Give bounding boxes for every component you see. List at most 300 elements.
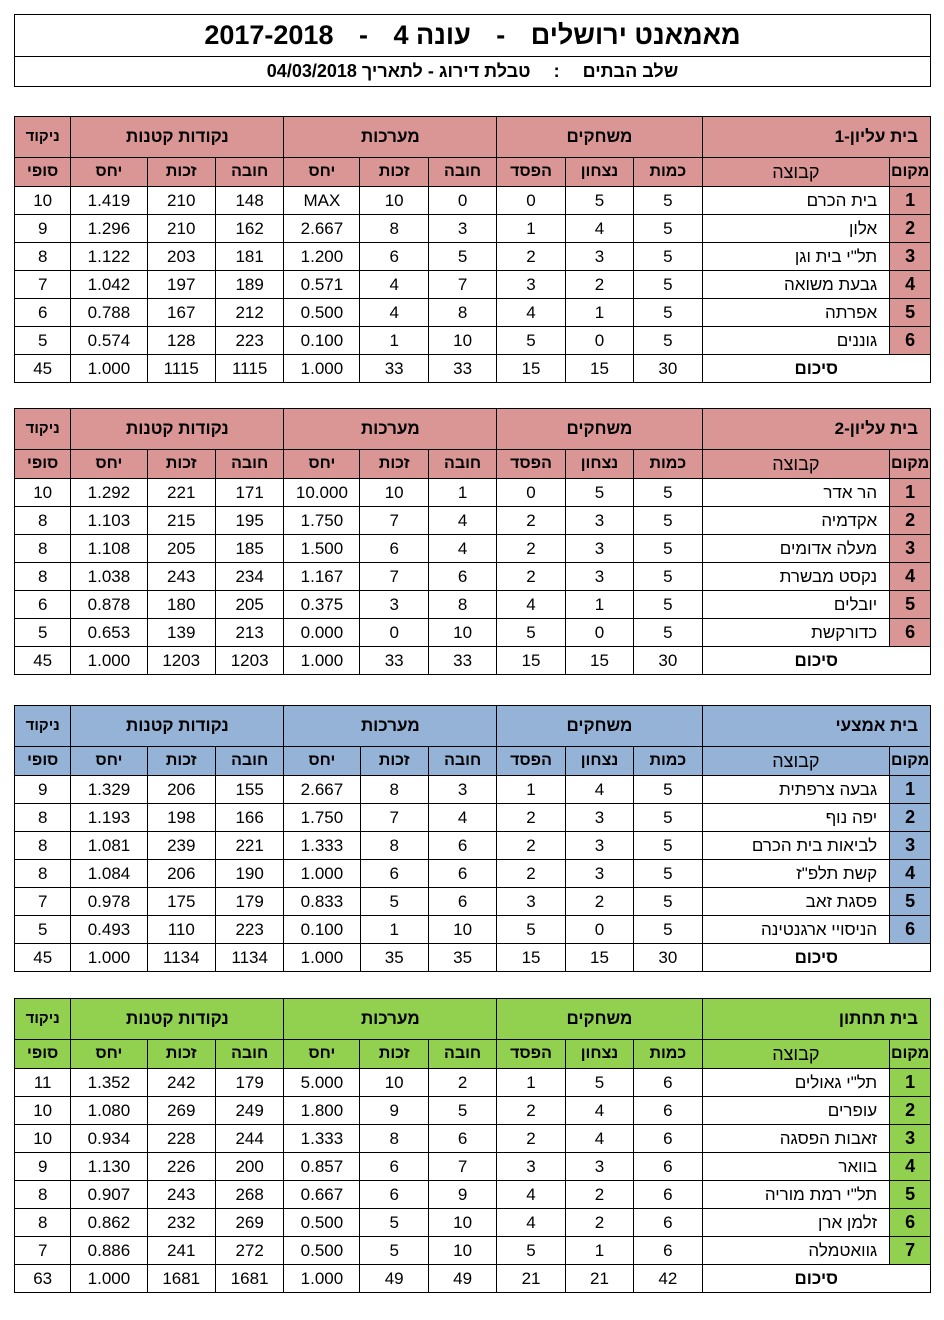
points-for-header: זכות [147, 450, 215, 479]
sets-against-cell: 3 [428, 215, 496, 243]
played-cell: 6 [634, 1125, 702, 1153]
played-cell: 6 [634, 1097, 702, 1125]
sum-lost-cell: 15 [497, 647, 565, 675]
table-row [15, 1069, 931, 1097]
points-for-cell: 197 [147, 271, 215, 299]
sets-against-cell: 5 [428, 243, 496, 271]
won-cell: 3 [565, 507, 633, 535]
points-ratio-cell: 0.493 [71, 916, 147, 944]
sum-score-cell: 45 [15, 355, 71, 383]
score-cell: 8 [15, 1209, 71, 1237]
sets-ratio-cell: 1.750 [284, 507, 360, 535]
team-cell: גוואטמלה [702, 1237, 890, 1265]
sets-ratio-cell: 1.167 [284, 563, 360, 591]
sum-points-ratio-cell: 1.000 [71, 355, 147, 383]
won-cell: 5 [565, 1069, 633, 1097]
score-header-bottom: סופי [15, 1040, 71, 1069]
sets-against-cell: 7 [428, 271, 496, 299]
group-table [14, 408, 931, 675]
sets-for-cell: 10 [360, 187, 428, 215]
sets-ratio-cell: 0.857 [284, 1153, 360, 1181]
team-cell: זאבות הפסגה [702, 1125, 890, 1153]
played-cell: 6 [634, 1153, 702, 1181]
points-against-cell: 190 [215, 860, 283, 888]
points-against-cell: 179 [215, 888, 283, 916]
played-cell: 5 [634, 804, 702, 832]
lost-cell: 2 [497, 243, 565, 271]
points-for-header: זכות [147, 1040, 215, 1069]
points-ratio-cell: 1.130 [71, 1153, 147, 1181]
table-row [15, 860, 931, 888]
points-against-cell: 269 [215, 1209, 283, 1237]
rank-cell: 3 [890, 832, 931, 860]
team-cell: כדורקשת [702, 619, 890, 647]
sets-ratio-cell: 5.000 [284, 1069, 360, 1097]
sets-ratio-cell: 0.500 [284, 1237, 360, 1265]
sets-against-cell: 10 [428, 327, 496, 355]
title-name: מאמאנט ירושלים [530, 20, 741, 50]
table-row [15, 535, 931, 563]
points-against-cell: 189 [215, 271, 283, 299]
won-header: נצחון [565, 450, 633, 479]
points-against-cell: 195 [215, 507, 283, 535]
points-for-cell: 206 [147, 860, 215, 888]
points-ratio-cell: 1.193 [71, 804, 147, 832]
sum-played-cell: 42 [634, 1265, 702, 1293]
sum-points-ratio-cell: 1.000 [71, 647, 147, 675]
table-row [15, 832, 931, 860]
team-cell: אקדמיה [702, 507, 890, 535]
rank-cell: 4 [890, 860, 931, 888]
won-cell: 4 [565, 776, 633, 804]
rank-cell: 2 [890, 507, 931, 535]
score-header-top: ניקוד [15, 409, 71, 450]
score-cell: 7 [15, 888, 71, 916]
points-ratio-header: יחס [71, 158, 147, 187]
score-header-top: ניקוד [15, 999, 71, 1040]
sets-ratio-cell: 0.375 [284, 591, 360, 619]
sets-ratio-header: יחס [284, 158, 360, 187]
played-cell: 6 [634, 1181, 702, 1209]
sets-against-cell: 10 [428, 1237, 496, 1265]
points-against-cell: 181 [215, 243, 283, 271]
points-against-cell: 223 [215, 916, 283, 944]
played-cell: 5 [634, 776, 702, 804]
sets-ratio-cell: 1.333 [284, 832, 360, 860]
sets-for-header: זכות [360, 1040, 428, 1069]
score-header-bottom: סופי [15, 450, 71, 479]
sets-ratio-cell: 1.500 [284, 535, 360, 563]
sets-ratio-cell: MAX [284, 187, 360, 215]
rank-cell: 1 [890, 1069, 931, 1097]
team-cell: פסגת זאב [702, 888, 890, 916]
points-ratio-header: יחס [71, 1040, 147, 1069]
played-header: כמות [634, 747, 702, 776]
table-row [15, 271, 931, 299]
rank-cell: 4 [890, 563, 931, 591]
won-header: נצחון [565, 158, 633, 187]
team-cell: גבעת משואה [702, 271, 890, 299]
rank-cell: 5 [890, 888, 931, 916]
won-cell: 3 [565, 804, 633, 832]
points-ratio-cell: 1.080 [71, 1097, 147, 1125]
points-for-cell: 221 [147, 479, 215, 507]
sets-ratio-header: יחס [284, 1040, 360, 1069]
points-against-cell: 213 [215, 619, 283, 647]
sets-against-cell: 3 [428, 776, 496, 804]
sets-against-cell: 10 [428, 1209, 496, 1237]
score-cell: 5 [15, 619, 71, 647]
table-row [15, 1153, 931, 1181]
sum-score-cell: 63 [15, 1265, 71, 1293]
sum-label: סיכום [702, 647, 930, 675]
points-ratio-cell: 0.978 [71, 888, 147, 916]
rank-cell: 5 [890, 299, 931, 327]
column-header-row [15, 450, 931, 479]
sum-played-cell: 30 [634, 647, 702, 675]
lost-header: הפסד [497, 450, 565, 479]
rank-header: מקום [890, 450, 931, 479]
group-header-row [15, 409, 931, 450]
score-header-bottom: סופי [15, 747, 71, 776]
lost-header: הפסד [497, 1040, 565, 1069]
sum-sets-against-cell: 49 [428, 1265, 496, 1293]
won-cell: 5 [565, 479, 633, 507]
sum-points-ratio-cell: 1.000 [71, 1265, 147, 1293]
lost-cell: 1 [497, 1069, 565, 1097]
sets-against-cell: 2 [428, 1069, 496, 1097]
matches-group-header: משחקים [497, 117, 702, 158]
sets-for-header: זכות [360, 450, 428, 479]
team-cell: זלמן ארן [702, 1209, 890, 1237]
group-table [14, 116, 931, 383]
lost-cell: 0 [497, 479, 565, 507]
score-cell: 8 [15, 563, 71, 591]
sum-score-cell: 45 [15, 647, 71, 675]
sum-label: סיכום [702, 944, 930, 972]
sum-points-for-cell: 1115 [147, 355, 215, 383]
points-ratio-cell: 0.878 [71, 591, 147, 619]
points-for-cell: 167 [147, 299, 215, 327]
rank-cell: 3 [890, 535, 931, 563]
rank-cell: 6 [890, 327, 931, 355]
sets-for-cell: 6 [360, 243, 428, 271]
won-cell: 0 [565, 619, 633, 647]
points-ratio-cell: 0.788 [71, 299, 147, 327]
score-cell: 6 [15, 299, 71, 327]
team-cell: נקסט מבשרת [702, 563, 890, 591]
sum-score-cell: 45 [15, 944, 71, 972]
points-against-cell: 200 [215, 1153, 283, 1181]
rank-header: מקום [890, 158, 931, 187]
sum-points-for-cell: 1681 [147, 1265, 215, 1293]
sets-against-cell: 10 [428, 916, 496, 944]
score-cell: 10 [15, 1125, 71, 1153]
sets-against-cell: 9 [428, 1181, 496, 1209]
sets-ratio-cell: 1.333 [284, 1125, 360, 1153]
sets-ratio-cell: 0.571 [284, 271, 360, 299]
won-header: נצחון [565, 747, 633, 776]
points-for-cell: 243 [147, 1181, 215, 1209]
sets-for-cell: 8 [360, 832, 428, 860]
sum-sets-against-cell: 33 [428, 355, 496, 383]
sets-ratio-cell: 10.000 [284, 479, 360, 507]
points-against-cell: 185 [215, 535, 283, 563]
won-cell: 2 [565, 1209, 633, 1237]
column-header-row [15, 747, 931, 776]
score-header-bottom: סופי [15, 158, 71, 187]
points-for-cell: 269 [147, 1097, 215, 1125]
sets-against-cell: 6 [428, 832, 496, 860]
team-cell: בית הכרם [702, 187, 890, 215]
team-cell: יפה נוף [702, 804, 890, 832]
sets-for-cell: 5 [360, 1209, 428, 1237]
score-cell: 9 [15, 776, 71, 804]
lost-cell: 5 [497, 1237, 565, 1265]
lost-cell: 3 [497, 271, 565, 299]
points-against-header: חובה [215, 450, 283, 479]
sets-ratio-cell: 1.750 [284, 804, 360, 832]
subtitle-table: טבלת דירוג - לתאריך 04/03/2018 [266, 61, 531, 81]
sets-against-cell: 4 [428, 507, 496, 535]
points-ratio-cell: 0.886 [71, 1237, 147, 1265]
group-header-row [15, 706, 931, 747]
points-for-cell: 180 [147, 591, 215, 619]
score-cell: 9 [15, 215, 71, 243]
played-cell: 5 [634, 619, 702, 647]
group-table [14, 705, 931, 972]
sets-ratio-cell: 0.500 [284, 1209, 360, 1237]
points-ratio-cell: 0.862 [71, 1209, 147, 1237]
team-cell: גוננים [702, 327, 890, 355]
sets-ratio-header: יחס [284, 747, 360, 776]
sets-for-cell: 5 [360, 888, 428, 916]
points-against-cell: 212 [215, 299, 283, 327]
points-against-cell: 268 [215, 1181, 283, 1209]
group-title: בית עליון-1 [702, 117, 930, 158]
won-cell: 4 [565, 1125, 633, 1153]
rank-cell: 3 [890, 1125, 931, 1153]
score-cell: 8 [15, 804, 71, 832]
sum-row [15, 355, 931, 383]
score-cell: 5 [15, 327, 71, 355]
points-ratio-cell: 1.042 [71, 271, 147, 299]
sets-ratio-cell: 0.500 [284, 299, 360, 327]
table-row [15, 507, 931, 535]
table-row [15, 243, 931, 271]
sets-for-header: זכות [360, 747, 428, 776]
sets-for-cell: 3 [360, 591, 428, 619]
won-cell: 4 [565, 215, 633, 243]
title-dash: - [496, 20, 506, 50]
sets-for-cell: 8 [360, 776, 428, 804]
points-group-header: נקודות קטנות [71, 409, 284, 450]
sets-ratio-cell: 0.667 [284, 1181, 360, 1209]
sets-for-cell: 7 [360, 804, 428, 832]
sum-won-cell: 15 [565, 944, 633, 972]
table-row [15, 916, 931, 944]
score-header-top: ניקוד [15, 706, 71, 747]
sum-sets-ratio-cell: 1.000 [284, 944, 360, 972]
lost-cell: 2 [497, 507, 565, 535]
played-cell: 5 [634, 507, 702, 535]
sets-against-cell: 6 [428, 1125, 496, 1153]
sets-for-cell: 10 [360, 479, 428, 507]
table-row [15, 299, 931, 327]
sum-sets-ratio-cell: 1.000 [284, 355, 360, 383]
page-subtitle [14, 57, 931, 87]
team-cell: אלון [702, 215, 890, 243]
team-cell: קשת תלפ"ז [702, 860, 890, 888]
table-row [15, 1237, 931, 1265]
column-header-row [15, 158, 931, 187]
lost-cell: 1 [497, 215, 565, 243]
matches-group-header: משחקים [497, 999, 702, 1040]
played-cell: 5 [634, 327, 702, 355]
team-cell: תל"י בית וגן [702, 243, 890, 271]
points-for-cell: 128 [147, 327, 215, 355]
played-cell: 6 [634, 1209, 702, 1237]
score-cell: 5 [15, 916, 71, 944]
points-ratio-header: יחס [71, 450, 147, 479]
sum-sets-for-cell: 33 [360, 647, 428, 675]
matches-group-header: משחקים [497, 706, 702, 747]
score-cell: 11 [15, 1069, 71, 1097]
sum-sets-against-cell: 35 [428, 944, 496, 972]
points-against-cell: 272 [215, 1237, 283, 1265]
points-against-cell: 155 [215, 776, 283, 804]
played-cell: 5 [634, 187, 702, 215]
sets-ratio-cell: 1.800 [284, 1097, 360, 1125]
sum-sets-ratio-cell: 1.000 [284, 1265, 360, 1293]
points-for-cell: 198 [147, 804, 215, 832]
sum-lost-cell: 21 [497, 1265, 565, 1293]
points-ratio-cell: 1.103 [71, 507, 147, 535]
lost-cell: 2 [497, 832, 565, 860]
sets-for-cell: 10 [360, 1069, 428, 1097]
sets-for-cell: 9 [360, 1097, 428, 1125]
sets-ratio-cell: 2.667 [284, 215, 360, 243]
points-ratio-cell: 1.122 [71, 243, 147, 271]
lost-cell: 3 [497, 1153, 565, 1181]
won-cell: 4 [565, 1097, 633, 1125]
score-cell: 8 [15, 507, 71, 535]
sum-won-cell: 21 [565, 1265, 633, 1293]
sets-against-cell: 6 [428, 888, 496, 916]
sets-ratio-header: יחס [284, 450, 360, 479]
sets-against-cell: 7 [428, 1153, 496, 1181]
team-cell: תל"י גאולים [702, 1069, 890, 1097]
played-cell: 5 [634, 535, 702, 563]
sets-against-header: חובה [428, 450, 496, 479]
lost-cell: 5 [497, 619, 565, 647]
sets-against-cell: 5 [428, 1097, 496, 1125]
points-for-cell: 228 [147, 1125, 215, 1153]
points-against-cell: 162 [215, 215, 283, 243]
rank-cell: 2 [890, 215, 931, 243]
points-ratio-cell: 1.038 [71, 563, 147, 591]
lost-cell: 5 [497, 327, 565, 355]
rank-cell: 1 [890, 187, 931, 215]
sets-for-cell: 6 [360, 535, 428, 563]
lost-cell: 2 [497, 1097, 565, 1125]
score-cell: 9 [15, 1153, 71, 1181]
table-row [15, 619, 931, 647]
sum-sets-for-cell: 33 [360, 355, 428, 383]
subtitle-colon: : [553, 61, 560, 81]
score-cell: 8 [15, 1181, 71, 1209]
rank-cell: 6 [890, 619, 931, 647]
lost-header: הפסד [497, 158, 565, 187]
page-title [14, 14, 931, 57]
group-header-row [15, 117, 931, 158]
won-cell: 3 [565, 1153, 633, 1181]
sum-points-against-cell: 1203 [215, 647, 283, 675]
played-cell: 5 [634, 299, 702, 327]
points-ratio-cell: 0.907 [71, 1181, 147, 1209]
team-cell: לביאות בית הכרם [702, 832, 890, 860]
points-ratio-cell: 1.081 [71, 832, 147, 860]
sets-against-cell: 6 [428, 563, 496, 591]
sum-lost-cell: 15 [497, 944, 565, 972]
team-cell: גבעה צרפתית [702, 776, 890, 804]
points-against-header: חובה [215, 158, 283, 187]
sum-lost-cell: 15 [497, 355, 565, 383]
rank-cell: 1 [890, 776, 931, 804]
table-row [15, 888, 931, 916]
points-for-cell: 215 [147, 507, 215, 535]
rank-cell: 2 [890, 804, 931, 832]
played-cell: 5 [634, 916, 702, 944]
points-against-cell: 171 [215, 479, 283, 507]
points-ratio-cell: 0.574 [71, 327, 147, 355]
sum-won-cell: 15 [565, 647, 633, 675]
lost-cell: 4 [497, 299, 565, 327]
points-ratio-cell: 1.296 [71, 215, 147, 243]
won-cell: 5 [565, 187, 633, 215]
title-round: עונה 4 [393, 20, 471, 50]
sum-sets-for-cell: 49 [360, 1265, 428, 1293]
points-ratio-cell: 1.352 [71, 1069, 147, 1097]
won-cell: 2 [565, 1181, 633, 1209]
sets-for-cell: 7 [360, 563, 428, 591]
score-cell: 10 [15, 479, 71, 507]
rank-header: מקום [890, 1040, 931, 1069]
sum-won-cell: 15 [565, 355, 633, 383]
lost-cell: 1 [497, 776, 565, 804]
points-for-header: זכות [147, 747, 215, 776]
sets-against-cell: 8 [428, 299, 496, 327]
sum-played-cell: 30 [634, 355, 702, 383]
sum-sets-against-cell: 33 [428, 647, 496, 675]
team-cell: אפרתה [702, 299, 890, 327]
won-cell: 2 [565, 271, 633, 299]
points-ratio-cell: 1.292 [71, 479, 147, 507]
sets-for-cell: 8 [360, 215, 428, 243]
sets-ratio-cell: 0.000 [284, 619, 360, 647]
sets-ratio-cell: 1.200 [284, 243, 360, 271]
score-cell: 7 [15, 1237, 71, 1265]
team-cell: הר אדר [702, 479, 890, 507]
played-cell: 5 [634, 860, 702, 888]
table-row [15, 187, 931, 215]
points-ratio-cell: 0.653 [71, 619, 147, 647]
points-against-cell: 223 [215, 327, 283, 355]
lost-cell: 2 [497, 1125, 565, 1153]
points-for-cell: 226 [147, 1153, 215, 1181]
sum-points-against-cell: 1681 [215, 1265, 283, 1293]
lost-cell: 2 [497, 563, 565, 591]
